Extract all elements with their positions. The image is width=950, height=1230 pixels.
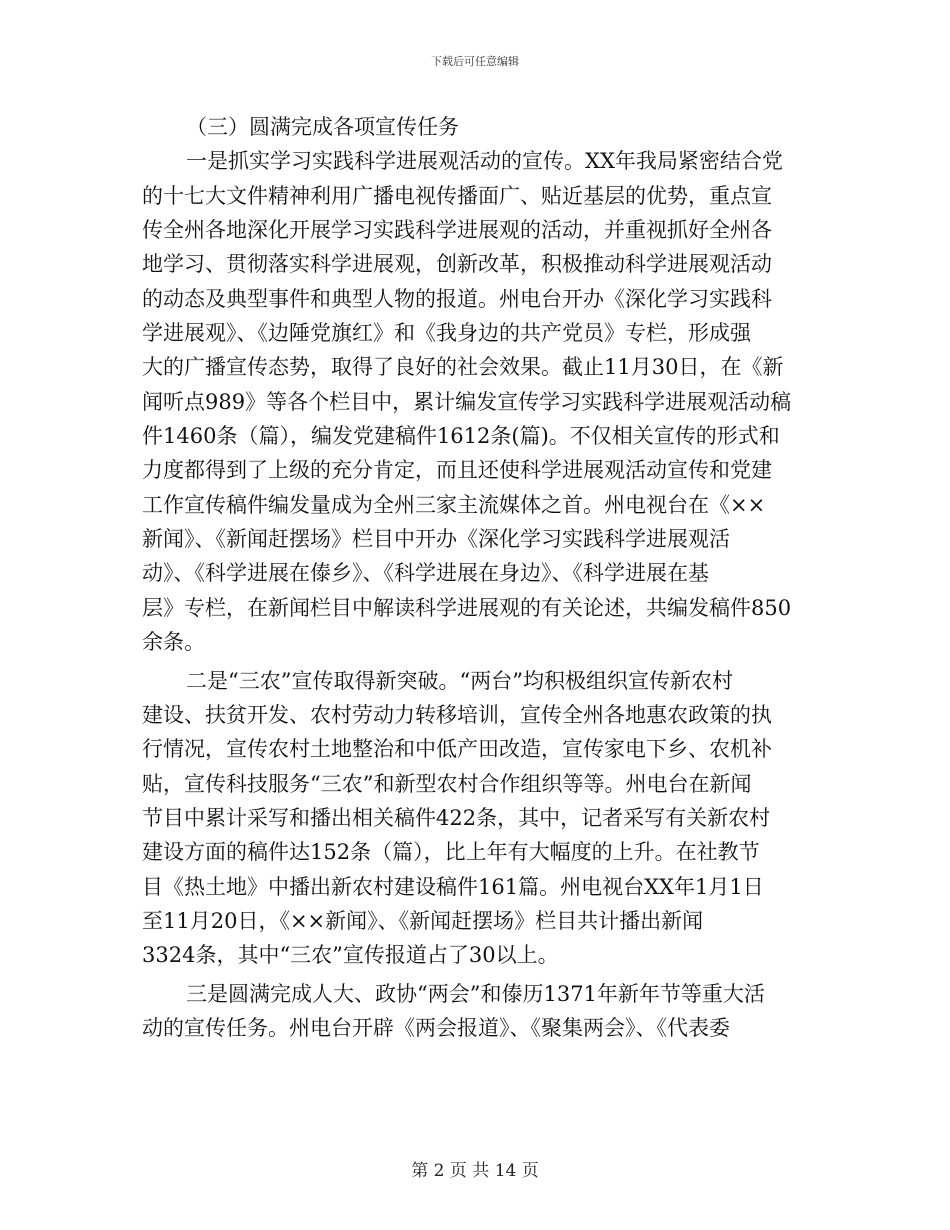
paragraph-line: 传全州各地深化开展学习实践科学进展观的活动，并重视抓好全州各 (142, 218, 772, 243)
paragraph-line: 层》专栏，在新闻栏目中解读科学进展观的有关论述，共编发稿件850 (142, 595, 792, 620)
paragraph-line: 节目中累计采写和播出相关稿件422条，其中，记者采写有关新农村 (142, 805, 771, 830)
paragraph-line: 动的宣传任务。州电台开辟《两会报道》、《聚集两会》、《代表委 (142, 1015, 730, 1040)
paragraph-line: 行情况，宣传农村土地整治和中低产田改造，宣传家电下乡、农机补 (142, 737, 772, 762)
paragraph-line: 件1460条（篇），编发党建稿件1612条(篇)。不仅相关宣传的形式和 (142, 424, 780, 449)
paragraph-3 (142, 977, 808, 1046)
paragraph-line: 大的广播宣传态势，取得了良好的社会效果。截止11月30日，在《新 (142, 355, 784, 380)
paragraph-line: 工作宣传稿件编发量成为全州三家主流媒体之首。州电视台在《×× (142, 492, 766, 517)
paragraph-line: 力度都得到了上级的充分肯定，而且还使科学进展观活动宣传和党建 (142, 458, 772, 483)
paragraph-line: 建设、扶贫开发、农村劳动力转移培训，宣传全州各地惠农政策的执 (142, 702, 772, 727)
page-footer: 第 2 页 共 14 页 (411, 1161, 539, 1181)
paragraph-2 (142, 664, 808, 973)
paragraph-line: 新闻》、《新闻赶摆场》栏目中开办《深化学习实践科学进展观活 (142, 527, 730, 552)
paragraph-line: 余条。 (142, 630, 205, 655)
paragraph-line: 地学习、贯彻落实科学进展观，创新改革，积极推动科学进展观活动 (142, 252, 772, 277)
paragraph-line: 目《热土地》中播出新农村建设稿件161篇。州电视台XX年1月1日 (142, 874, 764, 899)
paragraph-line: 3324条，其中“三农”宣传报道占了30以上。 (142, 943, 559, 968)
paragraph-line: 至11月20日，《××新闻》、《新闻赶摆场》栏目共计播出新闻 (142, 908, 704, 933)
page-header: 下载后可任意编辑 (431, 55, 519, 68)
paragraph-line: 三是圆满完成人大、政协“两会”和傣历1371年新年节等重大活 (186, 981, 765, 1006)
paragraph-line: 建设方面的稿件达152条（篇），比上年有大幅度的上升。在社教节 (142, 840, 760, 865)
document-body (142, 110, 808, 1045)
paragraph-line: 的动态及典型事件和典型人物的报道。州电台开办《深化学习实践科 (142, 286, 772, 311)
paragraph-line: 二是“三农”宣传取得新突破。“两台”均积极组织宣传新农村 (186, 668, 733, 693)
paragraph-line: 的十七大文件精神利用广播电视传播面广、贴近基层的优势，重点宣 (142, 183, 772, 208)
paragraph-1 (142, 144, 808, 659)
paragraph-line: 闻听点989》等各个栏目中，累计编发宣传学习实践科学进展观活动稿 (142, 389, 792, 414)
section-heading: （三）圆满完成各项宣传任务 (186, 115, 459, 139)
paragraph-line: 学进展观》、《边陲党旗红》和《我身边的共产党员》专栏，形成强 (142, 321, 751, 346)
paragraph-line: 动》、《科学进展在傣乡》、《科学进展在身边》、《科学进展在基 (142, 561, 709, 586)
paragraph-line: 贴，宣传科技服务“三农”和新型农村合作组织等等。州电台在新闻 (142, 771, 752, 796)
paragraph-line: 一是抓实学习实践科学进展观活动的宣传。XX年我局紧密结合党 (186, 149, 783, 174)
